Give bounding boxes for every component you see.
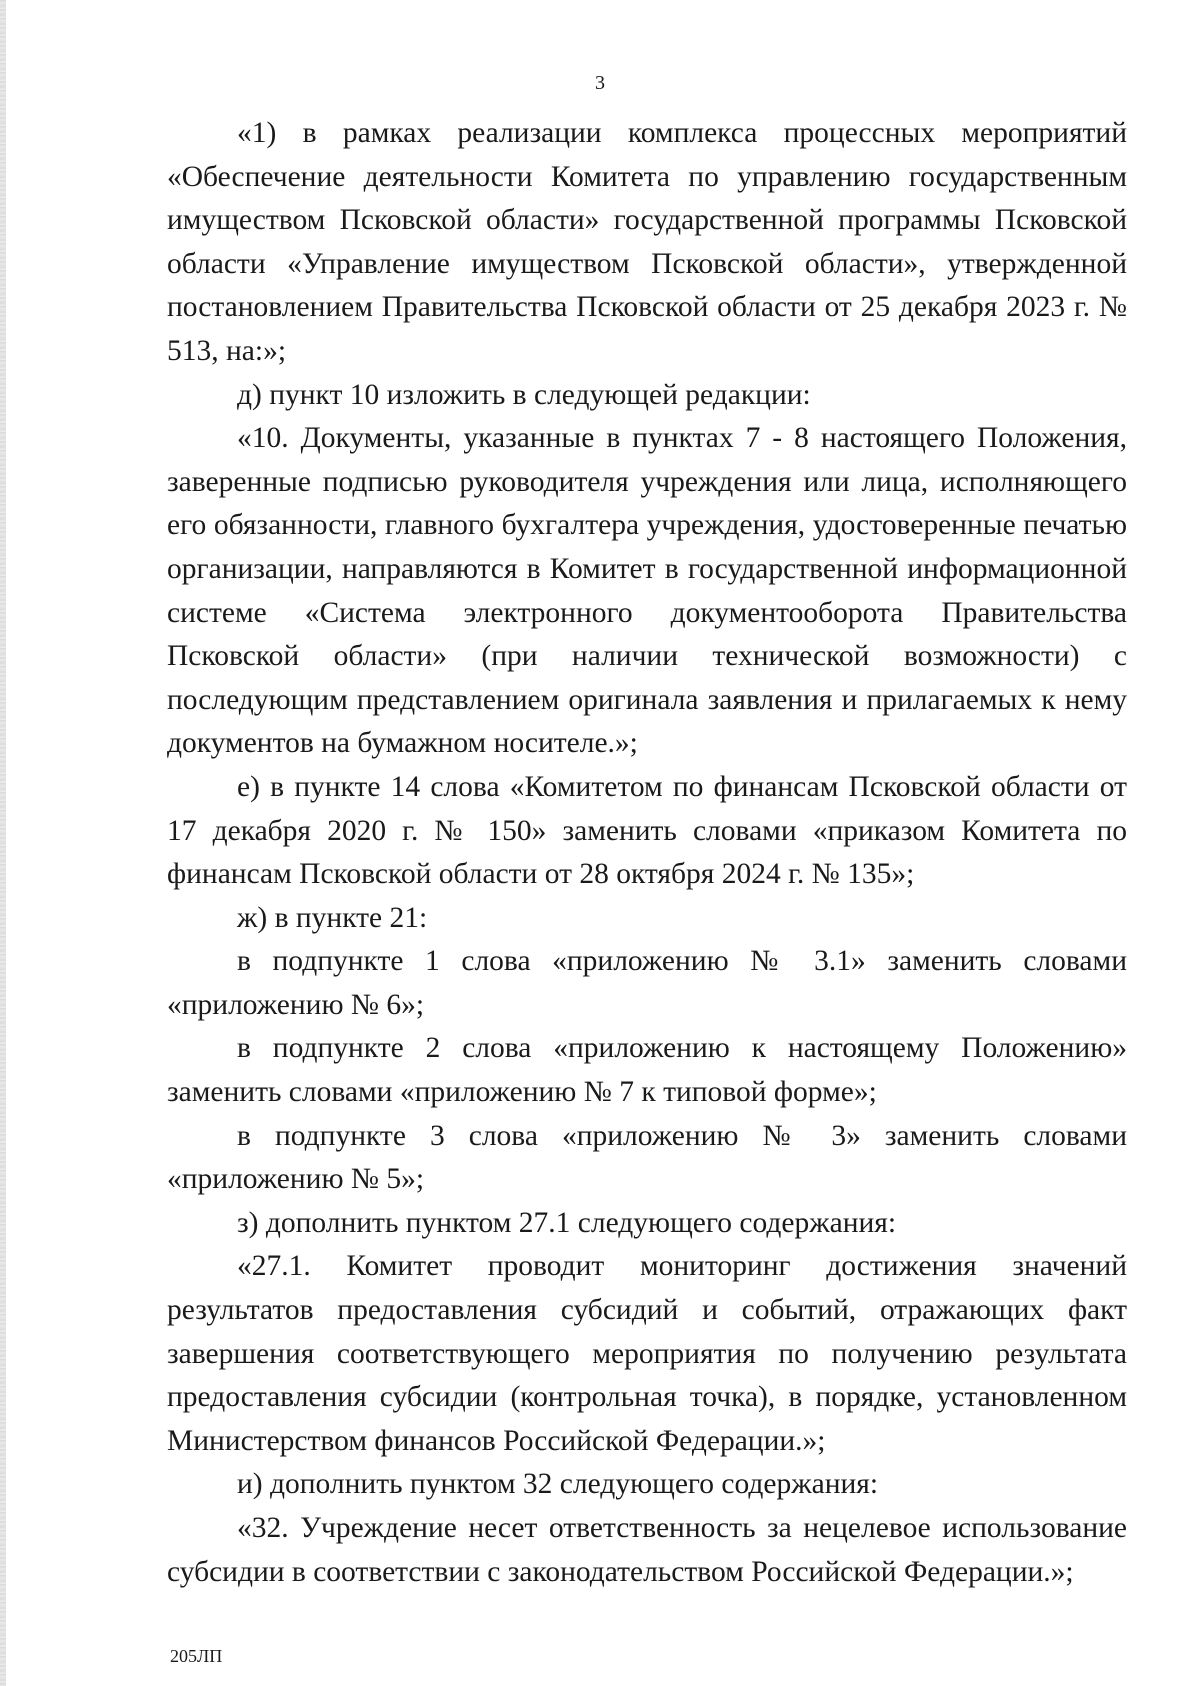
paragraph-10: «27.1. Комитет проводит мониторинг достижения значений результатов предоставления субсидий и событий, отражающих факт завершения соответствующего мероприятия по получению результата предоставления субсидии (контрольная точка), в порядке, установленном Министерством финансов Российской Федерации.»; [167,1250,1127,1457]
paragraph-11: и) дополнить пунктом 32 следующего содержания: [237,1468,879,1501]
page-number: 3 [595,72,605,94]
document-body [167,112,1127,1594]
document-code: 205ЛП [170,1646,223,1666]
scan-edge [0,0,6,1686]
paragraph-3: «10. Документы, указанные в пунктах 7 - 8 настоящего Положения, заверенные подписью руководителя учреждения или лица, исполняющего его обязанности, главного бухгалтера учреждения, удостоверенные печатью организации, направляются в Комитет в государственной информационной системе «Система электронного документооборота Правительства Псковской области» (при наличии технической возможности) с последующим представлением оригинала заявления и прилагаемых к нему документов на бумажном носителе.»; [167,422,1127,760]
paragraph-9: з) дополнить пунктом 27.1 следующего содержания: [237,1206,897,1239]
paragraph-5: ж) в пункте 21: [237,901,428,934]
paragraph-7: в подпункте 2 слова «приложению к настоящему Положению» заменить словами «приложению № 7 к типовой форме»; [167,1032,1127,1109]
paragraph-2: д) пункт 10 изложить в следующей редакции: [237,378,811,411]
paragraph-12: «32. Учреждение несет ответственность за нецелевое использование субсидии в соответствии с законодательством Российской Федерации.»; [167,1512,1127,1588]
paragraph-1: «1) в рамках реализации комплекса процессных мероприятий «Обеспечение деятельности Комитета по управлению государственным имуществом Псковской области» государственной программы Псковской области «Управление имуществом Псковской области», утвержденной постановлением Правительства Псковской области от 25 декабря 2023 г. № 513, на:»; [167,117,1127,367]
paragraph-6: в подпункте 1 слова «приложению № 3.1» заменить словами «приложению № 6»; [167,945,1127,1021]
paragraph-4: е) в пункте 14 слова «Комитетом по финансам Псковской области от 17 декабря 2020 г. № 150» заменить словами «приказом Комитета по финансам Псковской области от 28 октября 2024 г. № 135»; [167,770,1127,891]
paragraph-8: в подпункте 3 слова «приложению № 3» заменить словами «приложению № 5»; [167,1119,1127,1196]
